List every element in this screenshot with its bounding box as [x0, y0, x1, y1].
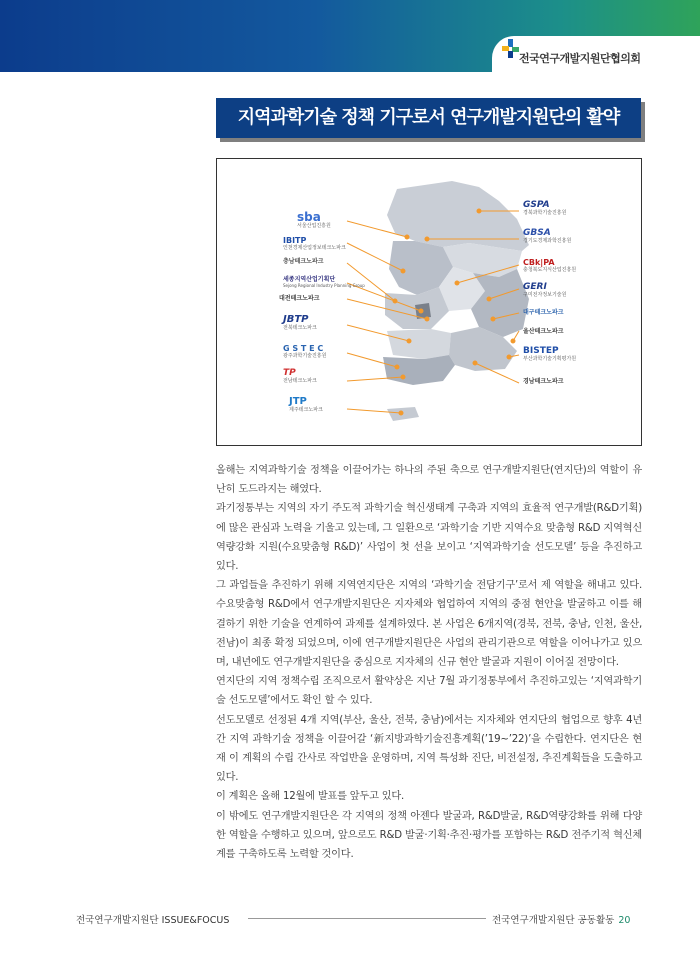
label-sba-name: 서울산업진흥원	[297, 223, 331, 229]
paragraph-1: 올해는 지역과학기술 정책을 이끌어가는 하나의 주된 축으로 연구개발지원단(연지단)의 역할이 유난히 도드라지는 해였다.	[216, 465, 642, 496]
label-jbtp	[283, 315, 317, 331]
label-gyeongnam-tp	[523, 379, 564, 385]
label-jtp	[289, 397, 323, 413]
label-bistep	[523, 347, 576, 362]
map-region-gyeongbuk	[471, 269, 529, 337]
label-cbkpa	[523, 259, 576, 273]
label-sejong-name: Sejong Regional Industry Planning Group	[283, 283, 365, 288]
logo-jbtp: JBTP	[283, 314, 309, 325]
label-ibitp	[283, 237, 346, 251]
page-title-box	[216, 98, 641, 138]
label-jeonnam-tp-name: 전남테크노파크	[283, 378, 317, 384]
map-region-jeonnam	[383, 355, 455, 385]
label-gstec	[283, 345, 326, 359]
map-region-north	[387, 181, 529, 251]
label-jbtp-name: 전북테크노파크	[283, 325, 317, 331]
korea-map-illustration	[217, 159, 642, 446]
logo-bistep: BISTEP	[523, 346, 559, 356]
page-number: 20	[618, 915, 631, 926]
paragraph-5: 선도모델로 선정된 4개 지역(부산, 울산, 전북, 충남)에서는 지자체와 연지단의 협업으로 향후 4년 간 지역 과학기술 정책을 이끌어갈 ‘新지방과학기술진흥계획(’19~’22)’을 수립한다. 연지단은 현재 이 계획의 수립 간사로 작업반을 운영하며, 지역 특성화 진단, 비전설정, 추진계획들을 도출하고 있다.	[216, 714, 642, 784]
label-daegu-tp	[523, 310, 564, 316]
footer-publication: 전국연구개발지원단 ISSUE&FOCUS	[76, 915, 230, 926]
label-daejeon-tp	[279, 296, 320, 302]
page-title: 지역과학기술 정책 기구로서 연구개발지원단의 활약	[237, 107, 620, 128]
logo-sba: sba	[297, 210, 321, 224]
logo-jeonnam-tp: TP	[283, 368, 296, 378]
paragraph-2: 과기정통부는 지역의 자기 주도적 과학기술 혁신생태계 구축과 지역의 효율적 연구개발(R&D기획)에 많은 관심과 노력을 기울고 있는데, 그 일환으로 ‘과학기술 기반 지역수요 맞춤형 R&D 지역혁신 역량강화 지원(수요맞춤형 R&D)’ 사업이 첫 선을 보이고 ‘지역과학기술 선도모델’ 등을 추진하고 있다.	[216, 503, 642, 573]
logo-jtp: JTP	[289, 396, 307, 407]
logo-gyeongnam-tp: 경남테크노파크	[523, 378, 564, 385]
logo-ulsan-tp: 울산테크노파크	[523, 328, 564, 335]
logo-daejeon-tp: 대전테크노파크	[279, 295, 320, 302]
article-body	[216, 461, 642, 864]
logo-gstec: G S T E C	[283, 344, 324, 353]
paragraph-6: 이 계획은 올해 12월에 발표를 앞두고 있다.	[216, 791, 405, 803]
label-sejong	[283, 277, 365, 288]
footer-section-label: 전국연구개발지원단 공동활동	[492, 915, 615, 926]
label-cbkpa-name: 충청북도지식산업진흥원	[523, 267, 577, 273]
label-jtp-name: 제주테크노파크	[289, 407, 323, 413]
label-sba	[297, 211, 331, 229]
label-gspa-name: 경북과학기술진흥원	[523, 210, 567, 216]
label-ibitp-name: 인천경제산업정보테크노파크	[283, 245, 346, 251]
logo-cbkpa: CBk|PA	[523, 258, 555, 267]
logo-gspa: GSPA	[523, 200, 550, 210]
label-gbsa-name: 경기도경제과학진흥원	[523, 238, 572, 244]
label-gbsa	[523, 229, 571, 244]
logo-geri: GERI	[523, 282, 547, 292]
paragraph-3: 그 과업들을 추진하기 위해 지역연지단은 지역의 ‘과학기술 전담기구’로서 제 역할을 해내고 있다. 수요맞춤형 R&D에서 연구개발지원단은 지자체와 협업하여 지역의 중점 현안을 발굴하고 이를 해결하기 위한 기술을 연계하여 과제를 설계하였다. 본 사업은 6개지역(경북, 전북, 충남, 인천, 울산, 전남)이 최종 확정 되었으며, 이에 연구개발지원단은 사업의 관리기관으로 역할을 이어나가고 있으며, 내년에도 연구개발지원단을 중심으로 지자체의 신규 현안 발굴과 지원이 이어질 전망이다.	[216, 580, 642, 669]
label-ulsan-tp	[523, 329, 564, 335]
label-gspa	[523, 201, 566, 216]
org-name: 전국연구개발지원단협의회	[519, 52, 641, 65]
label-bistep-name: 부산과학기술기획평가원	[523, 356, 577, 362]
label-geri-name: 구미전자정보기술원	[523, 292, 567, 298]
label-geri	[523, 283, 566, 298]
label-chungnam-tp	[283, 259, 324, 265]
paragraph-4: 연지단의 지역 정책수립 조직으로서 활약상은 지난 7월 과기정통부에서 추진하고있는 ‘지역과학기술 선도모델’에서도 확인 할 수 있다.	[216, 676, 642, 707]
footer-divider	[248, 918, 486, 919]
logo-sejong: 세종지역산업기획단	[283, 276, 336, 283]
label-jeonnam-tp	[283, 369, 317, 384]
paragraph-7: 이 밖에도 연구개발지원단은 각 지역의 정책 아젠다 발굴과, R&D발굴, R&D역량강화를 위해 다양한 역할을 수행하고 있으며, 앞으로도 R&D 발굴·기획·추진·평가를 포함하는 R&D 전주기적 혁신체계를 구축하도록 노력할 것이다.	[216, 810, 642, 861]
logo-chungnam-tp: 충남테크노파크	[283, 258, 324, 265]
label-gstec-name: 광주과학기술진흥원	[283, 353, 327, 359]
logo-ibitp: IBITP	[283, 236, 307, 245]
logo-gbsa: GBSA	[523, 228, 551, 238]
map-region-jeonbuk	[387, 329, 451, 359]
logo-daegu-tp: 대구테크노파크	[523, 309, 564, 316]
footer-section	[492, 912, 630, 926]
region-map-figure	[216, 158, 642, 446]
